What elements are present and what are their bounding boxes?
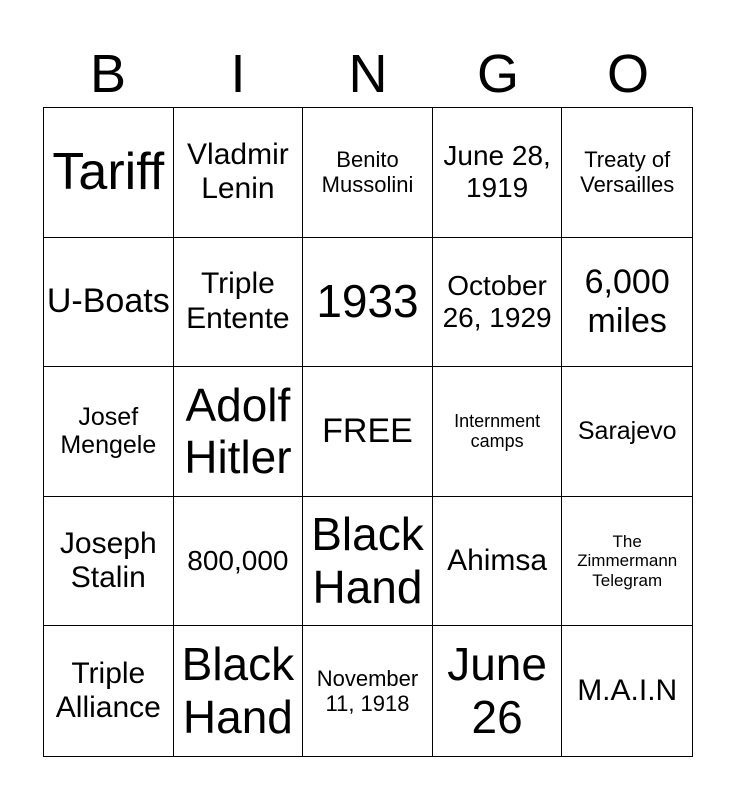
bingo-cell[interactable]: Josef Mengele (44, 367, 174, 497)
bingo-cell[interactable]: U-Boats (44, 238, 174, 368)
bingo-cell[interactable]: Adolf Hitler (174, 367, 304, 497)
header-letter-i: I (230, 44, 246, 104)
bingo-cell[interactable]: June 26 (433, 626, 563, 756)
bingo-cell[interactable]: Sarajevo (562, 367, 692, 497)
bingo-cell[interactable]: 800,000 (174, 497, 304, 627)
bingo-cell[interactable]: 1933 (303, 238, 433, 368)
bingo-cell[interactable]: October 26, 1929 (433, 238, 563, 368)
header-letter-g: G (476, 44, 519, 104)
free-space-cell[interactable]: FREE (303, 367, 433, 497)
bingo-cell[interactable]: Black Hand (174, 626, 304, 756)
header-letter-b: B (89, 44, 127, 104)
bingo-cell[interactable]: June 28, 1919 (433, 108, 563, 238)
bingo-cell[interactable]: Triple Alliance (44, 626, 174, 756)
bingo-cell[interactable]: Triple Entente (174, 238, 304, 368)
bingo-cell[interactable]: Vladmir Lenin (174, 108, 304, 238)
bingo-cell[interactable]: Treaty of Versailles (562, 108, 692, 238)
header-letter-n: N (348, 44, 388, 104)
bingo-cell[interactable]: November 11, 1918 (303, 626, 433, 756)
bingo-cell[interactable]: Internment camps (433, 367, 563, 497)
header-letter-o: O (606, 44, 649, 104)
bingo-cell[interactable]: Tariff (44, 108, 174, 238)
bingo-cell[interactable]: Joseph Stalin (44, 497, 174, 627)
bingo-cell[interactable]: The Zimmermann Telegram (562, 497, 692, 627)
bingo-cell[interactable]: M.A.I.N (577, 673, 678, 707)
bingo-header (43, 40, 693, 108)
bingo-cell[interactable]: Black Hand (303, 497, 433, 627)
bingo-grid (43, 107, 693, 757)
bingo-cell[interactable]: Ahimsa (433, 497, 563, 627)
bingo-cell[interactable]: Benito Mussolini (303, 108, 433, 238)
bingo-cell[interactable]: 6,000 miles (562, 238, 692, 368)
